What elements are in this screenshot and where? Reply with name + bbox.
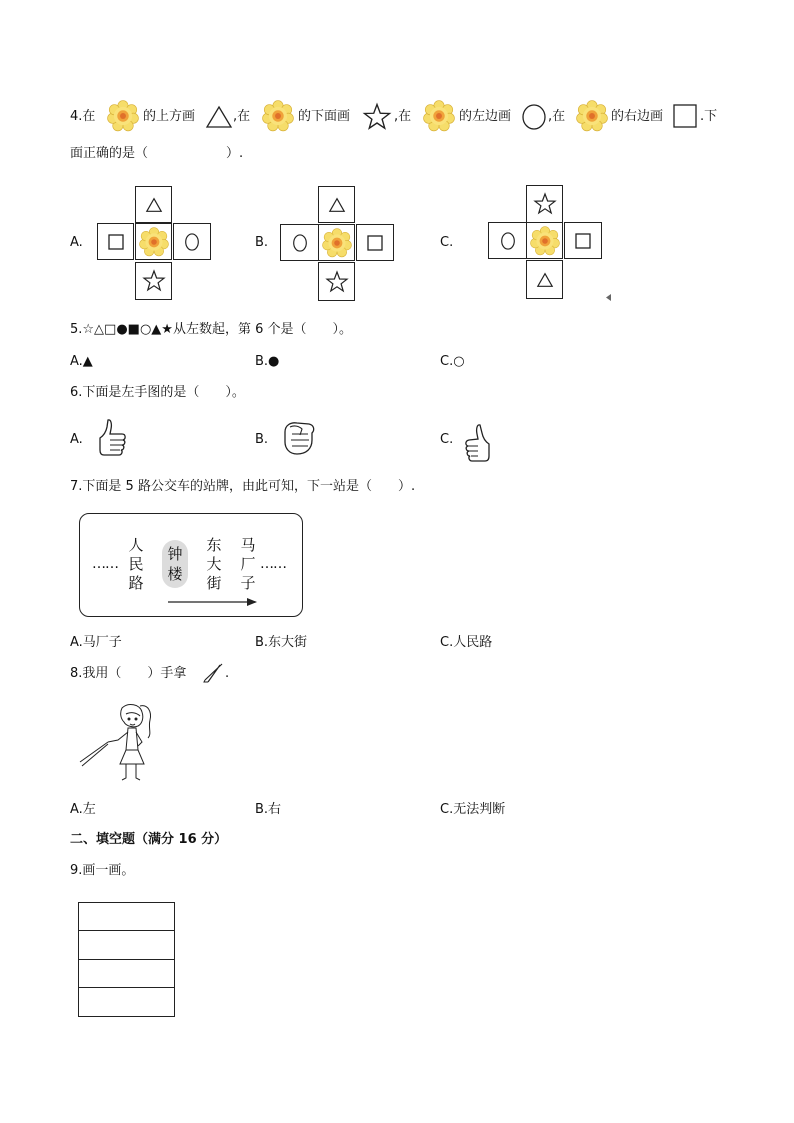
section-2-title: 二、填空题（满分 16 分） xyxy=(70,832,228,847)
grid-line xyxy=(79,930,174,931)
cell-top xyxy=(526,185,563,223)
tweezers-icon xyxy=(202,662,224,684)
q8-stem-end: . xyxy=(225,666,230,681)
thumbs-up-left-hand-icon[interactable] xyxy=(462,422,494,464)
q4-text-6: 的左边画 xyxy=(459,109,512,124)
cell-top xyxy=(318,186,355,223)
q4-text-7: ,在 xyxy=(548,109,566,124)
girl-with-tweezers-illustration xyxy=(78,700,158,786)
grid-line xyxy=(79,987,174,988)
drawing-grid[interactable] xyxy=(78,902,175,1017)
q7-option-a[interactable]: A.马厂子 xyxy=(70,635,122,650)
cell-right xyxy=(564,222,602,259)
stop-char: 人 xyxy=(128,536,144,554)
cell-bottom xyxy=(318,262,355,301)
q6-option-c-label[interactable]: C. xyxy=(440,432,454,447)
q4-text-5: ,在 xyxy=(394,109,412,124)
q6-stem: 6.下面是左手图的是（ ）。 xyxy=(70,385,245,400)
q8-option-b[interactable]: B.右 xyxy=(255,802,282,817)
flower-icon xyxy=(262,100,294,132)
flower-icon xyxy=(107,100,139,132)
star-icon xyxy=(325,270,349,294)
bus-stop-sign xyxy=(79,513,303,617)
q5-option-a[interactable]: A.▲ xyxy=(70,354,93,369)
thumbs-up-right-hand-icon[interactable] xyxy=(94,416,130,462)
triangle-icon xyxy=(536,271,554,289)
q5-option-c[interactable]: C.○ xyxy=(440,354,465,369)
triangle-icon xyxy=(205,104,233,130)
q4-line1 xyxy=(70,108,95,126)
circle-icon xyxy=(183,231,201,253)
flower-icon xyxy=(530,226,560,256)
cell-left xyxy=(280,224,319,261)
sign-dots-right: …… xyxy=(260,556,286,572)
circle-icon xyxy=(499,230,517,252)
q6-option-a-label[interactable]: A. xyxy=(70,432,83,447)
flower-icon xyxy=(322,228,352,258)
stop-char: 民 xyxy=(128,555,144,573)
cell-right xyxy=(356,224,394,261)
q6-option-b-label[interactable]: B. xyxy=(255,432,269,447)
q5-stem: 5.☆△□●■○▲★从左数起，第 6 个是（ ）。 xyxy=(70,322,352,337)
cell-bottom xyxy=(135,262,172,300)
stop-char: 路 xyxy=(128,574,144,592)
cell-left xyxy=(97,223,134,260)
fist-icon[interactable] xyxy=(279,416,319,458)
cell-top xyxy=(135,186,172,223)
stop-machangzi xyxy=(240,536,256,593)
star-icon xyxy=(362,102,392,132)
circle-icon xyxy=(521,103,547,131)
cell-center xyxy=(318,224,355,261)
q4-text-1: 4.在 xyxy=(70,109,96,124)
stop-char: 子 xyxy=(240,574,256,592)
square-icon xyxy=(106,232,126,252)
grid-line xyxy=(79,959,174,960)
square-icon xyxy=(365,233,385,253)
cell-left xyxy=(488,222,527,259)
q4-option-a-label: A. xyxy=(70,235,83,250)
q8-stem xyxy=(70,665,186,683)
q4-option-c-label: C. xyxy=(440,235,454,250)
stop-char: 东 xyxy=(206,536,222,554)
q7-option-b[interactable]: B.东大街 xyxy=(255,635,308,650)
cell-center xyxy=(526,222,563,259)
stop-char: 街 xyxy=(206,574,222,592)
q9-stem: 9.画一画。 xyxy=(70,863,135,878)
stop-char: 楼 xyxy=(167,565,183,583)
triangle-icon xyxy=(328,196,346,214)
stop-renminlu xyxy=(128,536,144,593)
small-arrow-mark xyxy=(606,294,612,302)
q4-text-3: ,在 xyxy=(233,109,251,124)
flower-icon xyxy=(139,227,169,257)
q7-option-c[interactable]: C.人民路 xyxy=(440,635,493,650)
q5-option-b[interactable]: B.● xyxy=(255,354,280,369)
stop-char: 钟 xyxy=(167,545,183,563)
stop-dongdajie xyxy=(206,536,222,593)
cell-center xyxy=(135,223,172,260)
square-icon xyxy=(673,104,697,128)
q4-line2: 面正确的是（ ）. xyxy=(70,146,244,161)
sign-dots-left: …… xyxy=(92,556,118,572)
q4-text-8: 的右边画 xyxy=(611,109,664,124)
cell-bottom xyxy=(526,260,563,299)
stop-char: 厂 xyxy=(240,555,256,573)
flower-icon xyxy=(423,100,455,132)
flower-icon xyxy=(576,100,608,132)
cell-right xyxy=(173,223,211,260)
direction-arrow-icon xyxy=(168,597,258,607)
star-icon xyxy=(142,269,166,293)
triangle-icon xyxy=(145,196,163,214)
q4-text-2: 的上方画 xyxy=(143,109,196,124)
q7-stem: 7.下面是 5 路公交车的站牌，由此可知，下一站是（ ）. xyxy=(70,479,416,494)
q4-option-b-label: B. xyxy=(255,235,269,250)
stop-char: 大 xyxy=(206,555,222,573)
star-icon xyxy=(533,192,557,216)
q8-option-a[interactable]: A.左 xyxy=(70,802,96,817)
q8-option-c[interactable]: C.无法判断 xyxy=(440,802,506,817)
q4-text-9: .下 xyxy=(700,109,718,124)
circle-icon xyxy=(291,232,309,254)
q8-stem-text: 8.我用（ ）手拿 xyxy=(70,666,187,681)
q4-text-4: 的下面画 xyxy=(298,109,351,124)
square-icon xyxy=(573,231,593,251)
stop-zhonglou-current xyxy=(162,540,188,588)
stop-char: 马 xyxy=(240,536,256,554)
